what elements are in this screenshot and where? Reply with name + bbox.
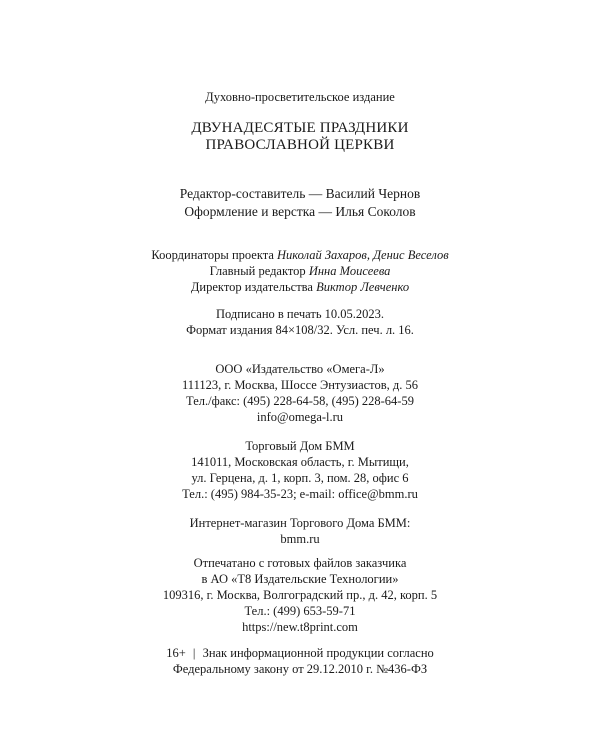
trade-house-address-2: ул. Герцена, д. 1, корп. 3, пом. 28, офис 6 (191, 471, 409, 485)
printer-url: https://new.t8print.com (242, 620, 358, 634)
director-label: Директор издательства (190, 280, 313, 294)
director-name: Виктор Левченко (316, 280, 410, 294)
printer-phone: Тел.: (499) 653-59-71 (244, 604, 356, 618)
printer-line-2: в АО «Т8 Издательские Технологии» (201, 572, 399, 586)
chief-editor-label: Главный редактор (209, 264, 306, 278)
book-title-line-2: ПРАВОСЛАВНОЙ ЦЕРКВИ (205, 137, 395, 153)
printer-address: 109316, г. Москва, Волгоградский пр., д. 42, корп. 5 (162, 588, 438, 602)
signed-to-print: Подписано в печать 10.05.2023. (215, 307, 385, 321)
editor-credit: Редактор-составитель — Василий Чернов (179, 186, 421, 201)
shop-label: Интернет-магазин Торгового Дома БММ: (189, 516, 411, 530)
age-notice-line-1 (0, 645, 600, 661)
chief-editor-line (0, 263, 600, 279)
trade-house-name: Торговый Дом БММ (245, 439, 355, 453)
publisher-phone: Тел./факс: (495) 228-64-58, (495) 228-64-59 (186, 394, 414, 408)
age-rating-badge: 16+ (166, 646, 186, 660)
design-credit: Оформление и верстка — Илья Соколов (184, 204, 416, 219)
age-notice-line-2: Федеральному закону от 29.12.2010 г. №436-ФЗ (172, 662, 428, 676)
publisher-email: info@omega-l.ru (256, 410, 344, 424)
age-notice-separator: | (192, 646, 196, 660)
chief-editor-name: Инна Моисеева (308, 264, 391, 278)
publisher-address: 111123, г. Москва, Шоссе Энтузиастов, д. 56 (182, 378, 418, 392)
coordinators-line (0, 247, 600, 263)
trade-house-address-1: 141011, Московская область, г. Мытищи, (191, 455, 409, 469)
director-line (0, 279, 600, 295)
coordinators-names: Николай Захаров, Денис Веселов (277, 248, 449, 262)
edition-format: Формат издания 84×108/32. Усл. печ. л. 16. (186, 323, 414, 337)
shop-url: bmm.ru (280, 532, 320, 546)
publisher-name: ООО «Издательство «Омега-Л» (215, 362, 385, 376)
trade-house-contacts: Тел.: (495) 984-35-23; e-mail: office@bmm.ru (182, 487, 418, 501)
book-title-line-1: ДВУНАДЕСЯТЫЕ ПРАЗДНИКИ (191, 120, 409, 136)
series-label: Духовно-просветительское издание (205, 90, 395, 104)
printer-line-1: Отпечатано с готовых файлов заказчика (193, 556, 407, 570)
coordinators-label: Координаторы проекта (151, 248, 274, 262)
age-notice-text-1: Знак информационной продукции согласно (202, 646, 434, 660)
